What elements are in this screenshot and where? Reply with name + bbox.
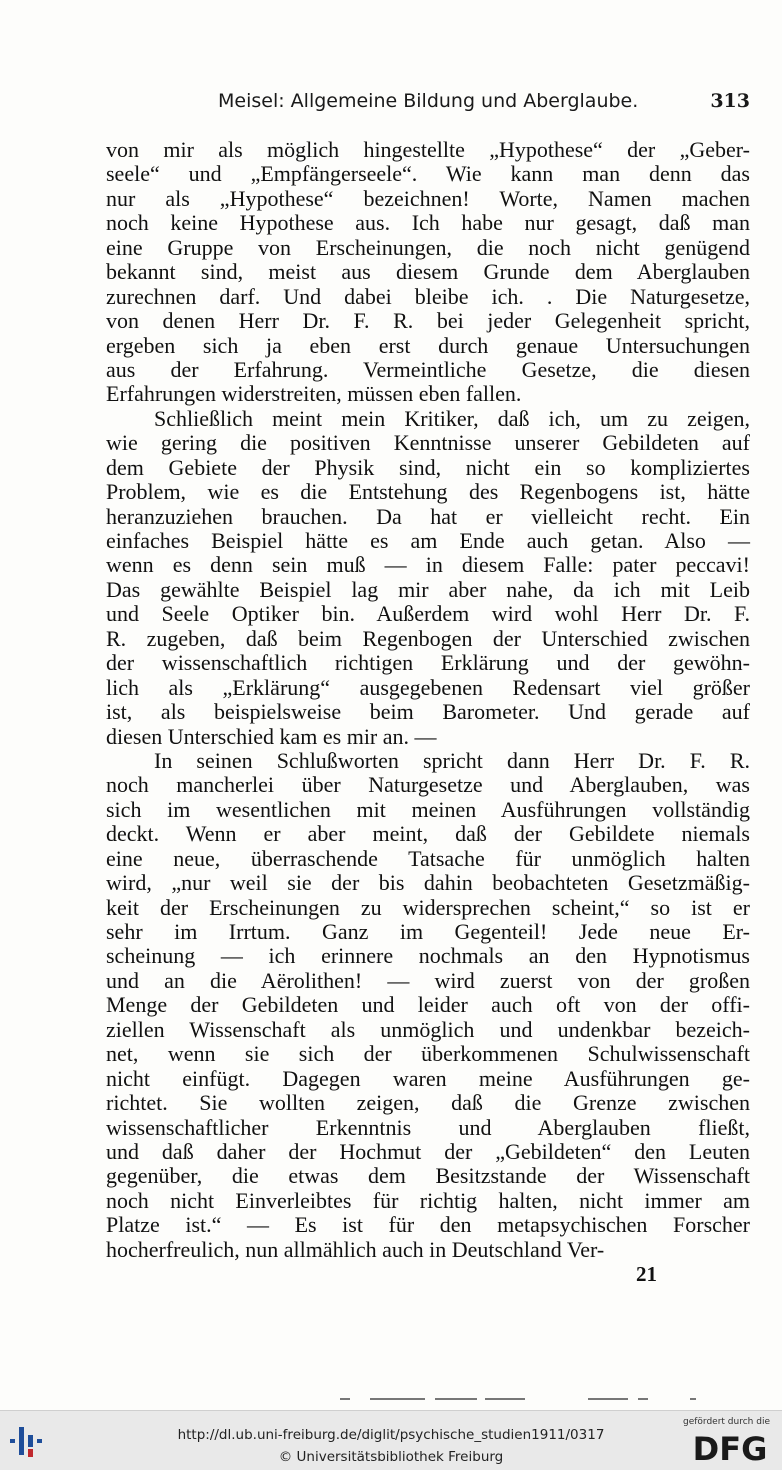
text-line: R. zugeben, daß beim Regenbogen der Unterschied zwischen [106,625,750,651]
text-line: wissenschaftlicher Erkenntnis und Aberglauben fließt, [106,1114,750,1140]
svg-text:DFG: DFG [692,1430,768,1465]
text-line: von denen Herr Dr. F. R. bei jeder Gelegenheit spricht, [106,308,750,334]
text-line: Menge der Gebildeten und leider auch oft von der offi- [106,992,750,1018]
text-line: noch keine Hypothese aus. Ich habe nur gesagt, daß man [106,210,750,236]
text-line: seele“ und „Empfängerseele“. Wie kann man denn das [106,161,750,187]
text-line: Das gewählte Beispiel lag mir aber nahe, da ich mit Leib [106,576,750,602]
dfg-logo-icon [690,1429,770,1465]
text-line: lich als „Erklärung“ ausgegebenen Redensart viel größer [106,674,750,700]
text-line: aus der Erfahrung. Vermeintliche Gesetze, die diesen [106,356,750,382]
text-line: nur als „Hypothese“ bezeichnen! Worte, Namen machen [106,185,750,211]
sponsor-note: gefördert durch die [683,1417,770,1427]
text-line: einfaches Beispiel hätte es am Ende auch getan. Also — [106,528,750,553]
text-line: keit der Erscheinungen zu widersprechen scheint,“ so ist er [106,894,750,920]
sheet-signature: 21 [636,1262,657,1286]
text-line: heranzuziehen brauchen. Da hat er vielleicht recht. Ein [106,503,750,529]
text-line: eine neue, überraschende Tatsache für unmöglich halten [106,845,750,871]
text-line: eine Gruppe von Erscheinungen, die noch nicht genügend [106,234,750,260]
text-line: diesen Unterschied kam es mir an. — [106,723,437,749]
body-text [106,138,750,1262]
text-line: und daß daher der Hochmut der „Gebildeten“ den Leuten [106,1138,750,1164]
text-line: wie gering die positiven Kenntnisse unserer Gebildeten auf [106,430,750,456]
text-line: wird, „nur weil sie der bis dahin beobachteten Gesetzmäßig- [106,870,750,896]
copyright-text: © Universitätsbibliothek Freiburg [278,1449,504,1465]
text-line: und an die Aërolithen! — wird zuerst von der großen [106,967,750,993]
text-line: noch nicht Einverleibtes für richtig halten, nicht immer am [106,1187,750,1213]
page-number: 313 [710,90,750,112]
viewer-footer [0,1410,782,1470]
text-line: Erfahrungen widerstreiten, müssen eben fallen. [106,381,522,407]
text-line: ziellen Wissenschaft als unmöglich und undenkbar bezeich- [106,1016,750,1042]
text-line: Schließlich meint mein Kritiker, daß ich, um zu zeigen, [154,405,750,431]
digital-copy-link[interactable]: http://dl.ub.uni-freiburg.de/diglit/psychische_studien1911/0317 [177,1427,605,1443]
text-line: In seinen Schlußworten spricht dann Herr Dr. F. R. [154,747,750,773]
text-line: ergeben sich ja eben erst durch genaue Untersuchungen [106,332,750,358]
text-line: ist, als beispielsweise beim Barometer. Und gerade auf [106,699,750,725]
text-line: dem Gebiete der Physik sind, nicht ein so kompliziertes [106,454,750,480]
text-line: wenn es denn sein muß — in diesem Falle: pater peccavi! [106,552,750,578]
text-line: von mir als möglich hingestellte „Hypothese“ der „Geber- [106,137,750,162]
text-line: net, wenn sie sich der überkommenen Schulwissenschaft [106,1041,750,1067]
text-line: bekannt sind, meist aus diesem Grunde dem Aberglauben [106,259,750,285]
scan-marks [340,1398,700,1402]
text-line: und Seele Optiker bin. Außerdem wird wohl Herr Dr. F. [106,601,750,627]
text-line: Problem, wie es die Entstehung des Regenbogens ist, hätte [106,479,750,505]
text-line: richtet. Sie wollten zeigen, daß die Grenze zwischen [106,1090,750,1116]
running-head [218,90,750,112]
text-line: Platze ist.“ — Es ist für den metapsychischen Forscher [106,1212,750,1238]
text-line: noch mancherlei über Naturgesetze und Aberglauben, was [106,772,750,798]
text-line: sich im wesentlichen mit meinen Ausführungen vollständig [106,796,750,822]
text-line: gegenüber, die etwas dem Besitzstande der Wissenschaft [106,1163,750,1189]
text-line: nicht einfügt. Dagegen waren meine Ausführungen ge- [106,1065,750,1091]
text-line: der wissenschaftlich richtigen Erklärung und der gewöhn- [106,650,750,676]
text-line: hocherfreulich, nun allmählich auch in Deutschland Ver- [106,1236,605,1262]
text-line: zurechnen darf. Und dabei bleibe ich. . Die Naturgesetze, [106,283,750,309]
running-title: Meisel: Allgemeine Bildung und Aberglaube. [218,90,639,112]
text-line: deckt. Wenn er aber meint, daß der Gebildete niemals [106,821,750,847]
text-line: sehr im Irrtum. Ganz im Gegenteil! Jede neue Er- [106,919,750,944]
text-line: scheinung — ich erinnere nochmals an den Hypnotismus [106,943,750,969]
